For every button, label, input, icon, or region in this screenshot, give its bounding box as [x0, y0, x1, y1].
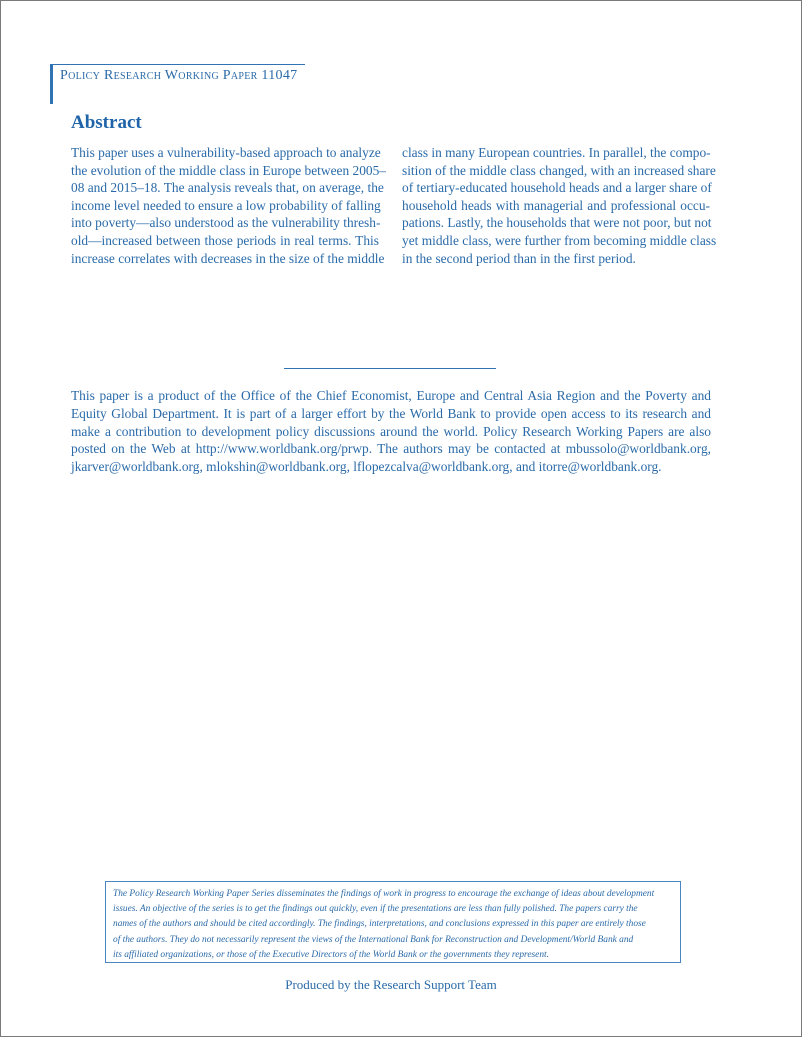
- section-divider: [284, 368, 496, 369]
- abstract-line: the evolution of the middle class in Europe between 2005–: [71, 162, 386, 178]
- series-label: Policy Research Working Paper 11047: [60, 68, 298, 83]
- abstract-line: yet middle class, were further from becoming middle class: [402, 232, 717, 248]
- disclaimer-line: issues. An objective of the series is to get the findings out quickly, even if the presentations are less than fully polished. The papers carry the: [113, 904, 638, 915]
- abstract-line: of tertiary-educated household heads and a larger share of: [402, 180, 712, 196]
- abstract-line: This paper uses a vulnerability-based approach to analyze: [71, 145, 381, 160]
- disclaimer-line: its affiliated organizations, or those of the Executive Directors of the World Bank or the governments they represent.: [113, 949, 549, 960]
- abstract-line: class in many European countries. In parallel, the compo-: [402, 145, 711, 160]
- abstract-column-left: [71, 144, 386, 267]
- abstract-line: income level needed to ensure a low probability of falling: [71, 197, 381, 213]
- disclaimer-line: names of the authors and should be cited accordingly. The findings, interpretations, and conclusions expressed in this paper are entirely those: [113, 919, 646, 930]
- disclaimer-line: of the authors. They do not necessarily represent the views of the International Bank for Reconstruction and Development/World Bank and: [113, 934, 634, 945]
- product-line: posted on the Web at http://www.worldbank.org/prwp. The authors may be contacted at mbussolo@worldbank.org,: [71, 441, 711, 457]
- abstract-line: old—increased between those periods in real terms. This: [71, 232, 379, 248]
- product-line: make a contribution to development policy discussions around the world. Policy Research Working Papers are also: [71, 423, 711, 439]
- abstract-line: sition of the middle class changed, with an increased share: [402, 162, 716, 178]
- abstract-line: pations. Lastly, the households that were not poor, but not: [402, 215, 712, 231]
- produced-by-footer: Produced by the Research Support Team: [285, 977, 497, 992]
- series-header: [50, 64, 305, 104]
- abstract-line: into poverty—also understood as the vulnerability thresh-: [71, 215, 381, 231]
- abstract-line: increase correlates with decreases in the size of the middle: [71, 250, 385, 266]
- product-statement: [71, 387, 711, 476]
- abstract-line: in the second period than in the first period.: [402, 250, 636, 266]
- abstract-line: 08 and 2015–18. The analysis reveals that, on average, the: [71, 180, 384, 196]
- series-disclaimer-box: [105, 881, 681, 963]
- disclaimer-line: The Policy Research Working Paper Series disseminates the findings of work in progress to encourage the exchange of ideas about development: [113, 889, 655, 899]
- abstract-line: household heads with managerial and professional occu-: [402, 197, 710, 213]
- product-line: Equity Global Department. It is part of a larger effort by the World Bank to provide open access to its research and: [71, 405, 711, 421]
- product-line: This paper is a product of the Office of the Chief Economist, Europe and Central Asia Region and the Poverty and: [71, 388, 711, 403]
- abstract-column-right: [402, 144, 717, 267]
- abstract-heading: Abstract: [71, 112, 142, 133]
- product-line: jkarver@worldbank.org, mlokshin@worldbank.org, lflopezcalva@worldbank.org, and itorre@worldbank.org.: [71, 459, 662, 475]
- series-header-rule: [53, 64, 305, 65]
